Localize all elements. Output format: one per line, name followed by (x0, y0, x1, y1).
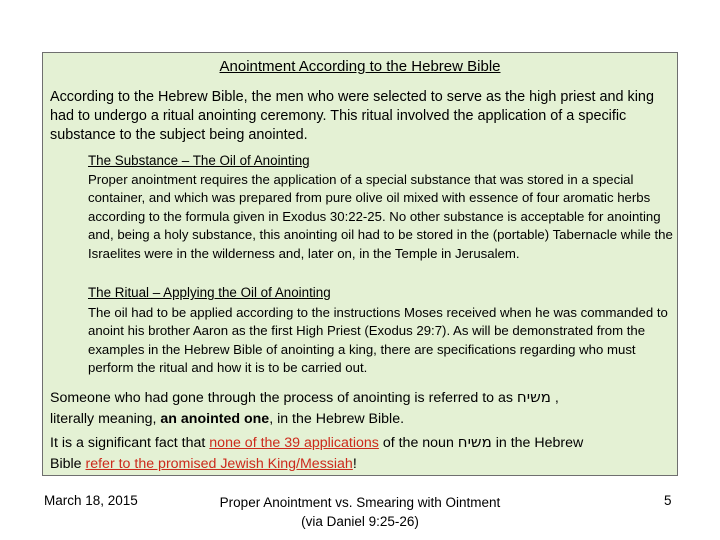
page-number: 5 (664, 493, 672, 508)
significant-fact-paragraph: It is a significant fact that none of the 39 applications of the noun משיח in the Hebrew Bible refer to the promised Jewish King/Messiah! (50, 433, 584, 472)
hebrew-word-mashiach: משיח (516, 388, 551, 406)
slide-title: Anointment According to the Hebrew Bible (219, 58, 501, 75)
footer-title-line1: Proper Anointment vs. Smearing with Ointment (219, 495, 501, 510)
anointed-one-paragraph: Someone who had gone through the process of anointing is referred to as משיח , literally meaning, an anointed one, in the Hebrew Bible. (50, 388, 559, 427)
section-heading-substance: The Substance – The Oil of Anointing (88, 153, 310, 168)
anointed-one-emphasis: an anointed one (160, 410, 270, 427)
applications-link[interactable]: none of the 39 applications (209, 435, 379, 451)
hebrew-word-mashiach-2: משיח (457, 433, 492, 451)
footer-title (190, 493, 530, 531)
section-body-ritual: The oil had to be applied according to the instructions Moses received when he was commanded to anoint his brother Aaron as the first High Priest (Exodus 29:7). As will be demonstrated from the examples in the Hebrew Bible of anointing a king, there are specifications regarding who must perform the ritual and how it is to be carried out. (88, 305, 668, 376)
footer-date: March 18, 2015 (44, 493, 138, 508)
section-body-substance: Proper anointment requires the application of a special substance that was stored in a special container, and which was prepared from pure olive oil mixed with essence of four aromatic herbs according to the formula given in Exodus 30:22-25. No other substance is acceptable for anointing and, being a holy substance, this anointing oil had to be stored in the (portable) Tabernacle while the Israelites were in the wilderness and, later on, in the Temple in Jerusalem. (88, 172, 673, 261)
section-heading-ritual: The Ritual – Applying the Oil of Anointing (88, 285, 331, 300)
intro-paragraph: According to the Hebrew Bible, the men who were selected to serve as the high priest and king had to undergo a ritual anointing ceremony. This ritual involved the application of a specific substance to the subject being anointed. (50, 89, 654, 143)
footer-title-line2: (via Daniel 9:25-26) (301, 514, 419, 529)
messiah-link[interactable]: refer to the promised Jewish King/Messiah (85, 455, 353, 472)
